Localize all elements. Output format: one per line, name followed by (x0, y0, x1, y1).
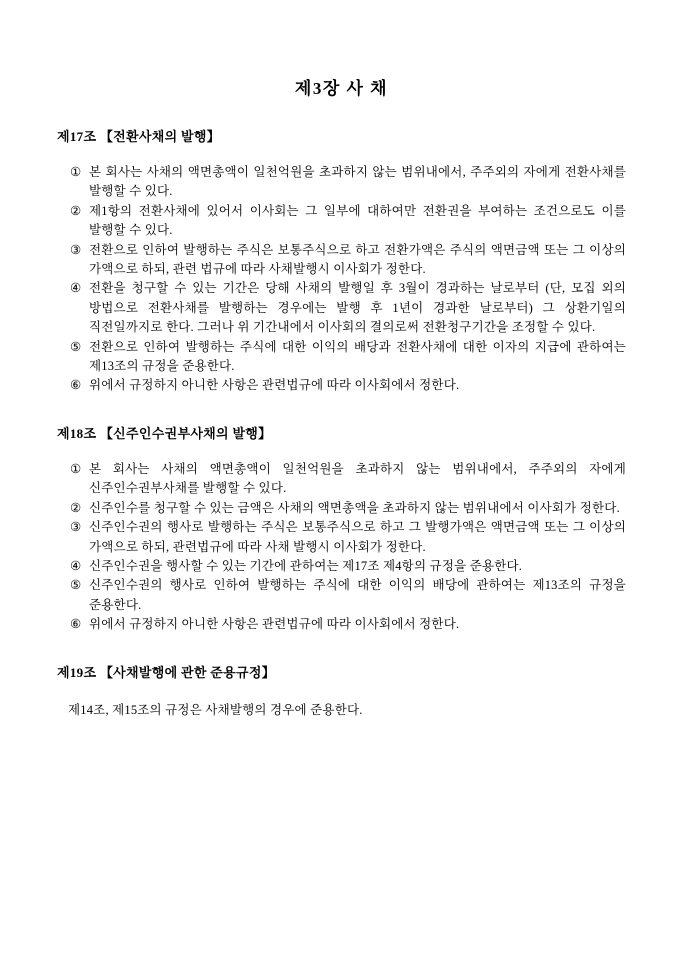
article-19-heading: 제19조 【사채발행에 관한 준용규정】 (57, 664, 276, 680)
item-text: 위에서 규정하지 아니한 사항은 관련법규에 따라 이사회에서 정한다. (89, 617, 460, 632)
article-17 (57, 127, 626, 396)
item-marker: ③ (70, 242, 82, 257)
article-17-item-6 (70, 376, 626, 395)
article-18-item-6 (70, 615, 626, 634)
item-text: 본 회사는 사채의 액면총액이 일천억원을 초과하지 않는 범위내에서, 주주외의 자에게 신주인수권부사채를 발행할 수 있다. (89, 461, 626, 496)
item-marker: ③ (70, 520, 82, 535)
item-text: 신주인수를 청구할 수 있는 금액은 사채의 액면총액을 초과하지 않는 범위내에서 이사회가 정한다. (89, 500, 620, 515)
item-text: 전환으로 인하여 발행하는 주식은 보통주식으로 하고 전환가액은 주식의 액면금액 또는 그 이상의 가액으로 하되, 관련 법규에 따라 사채발행시 이사회가 정한다. (89, 242, 626, 277)
article-18-items (57, 460, 626, 635)
article-17-heading: 제17조 【전환사채의 발행】 (57, 129, 221, 144)
article-19-body: 제14조, 제15조의 규정은 사채발행의 경우에 준용한다. (68, 702, 363, 717)
item-marker: ⑥ (70, 617, 82, 632)
article-18-item-2 (70, 499, 626, 518)
article-17-items (57, 163, 626, 396)
item-marker: ① (70, 165, 82, 179)
item-text: 전환을 청구할 수 있는 기간은 당해 사채의 발행일 후 3월이 경과하는 날로부터 (단, 모집 외의 방법으로 전환사채를 발행하는 경우에는 발행 후 1년이 경과한 날로부터) 그 상환기일의 직전일까지로 한다. 그러나 위 기간내에서 이사회의 결의로써 전환청구기간을 조정할 수 있다. (89, 281, 626, 335)
article-18-item-1 (70, 460, 626, 499)
item-marker: ⑤ (70, 339, 82, 354)
article-19 (57, 663, 626, 720)
article-18-item-5 (70, 576, 626, 615)
item-text: 위에서 규정하지 아니한 사항은 관련법규에 따라 이사회에서 정한다. (89, 378, 460, 393)
item-text: 신주인수권을 행사할 수 있는 기간에 관하여는 제17조 제4항의 규정을 준용한다. (89, 558, 523, 573)
item-marker: ② (70, 500, 82, 515)
article-18-item-3 (70, 518, 626, 557)
item-marker: ① (70, 461, 82, 476)
article-17-item-1 (70, 163, 626, 202)
item-marker: ② (70, 203, 82, 218)
article-18-heading: 제18조 【신주인수권부사채의 발행】 (57, 425, 272, 441)
article-17-item-3 (70, 241, 626, 280)
item-text: 신주인수권의 행사로 발행하는 주식은 보통주식으로 하고 그 발행가액은 액면금액 또는 그 이상의 가액으로 하되, 관련법규에 따라 사채 발행시 이사회가 정한다. (89, 520, 626, 554)
item-marker: ⑤ (70, 578, 82, 593)
chapter-title: 제3장 사 채 (294, 79, 389, 98)
item-text: 전환으로 인하여 발행하는 주식에 대한 이익의 배당과 전환사채에 대한 이자의 지급에 관하여는 제13조의 규정을 준용한다. (89, 339, 626, 374)
item-marker: ④ (70, 558, 82, 573)
article-17-item-5 (70, 338, 626, 377)
item-text: 제1항의 전환사채에 있어서 이사회는 그 일부에 대하여만 전환권을 부여하는 조건으로도 이를 발행할 수 있다. (89, 203, 626, 238)
item-marker: ④ (70, 281, 82, 296)
item-text: 신주인수권의 행사로 인하여 발행하는 주식에 대한 이익의 배당에 관하여는 제13조의 규정을 준용한다. (89, 578, 626, 612)
item-text: 본 회사는 사채의 액면총액이 일천억원을 초과하지 않는 범위내에서, 주주외의 자에게 전환사채를 발행할 수 있다. (89, 165, 626, 199)
article-17-item-4 (70, 279, 626, 337)
article-18-item-4 (70, 557, 626, 576)
item-marker: ⑥ (70, 378, 82, 393)
article-17-item-2 (70, 202, 626, 241)
article-18 (57, 424, 626, 635)
